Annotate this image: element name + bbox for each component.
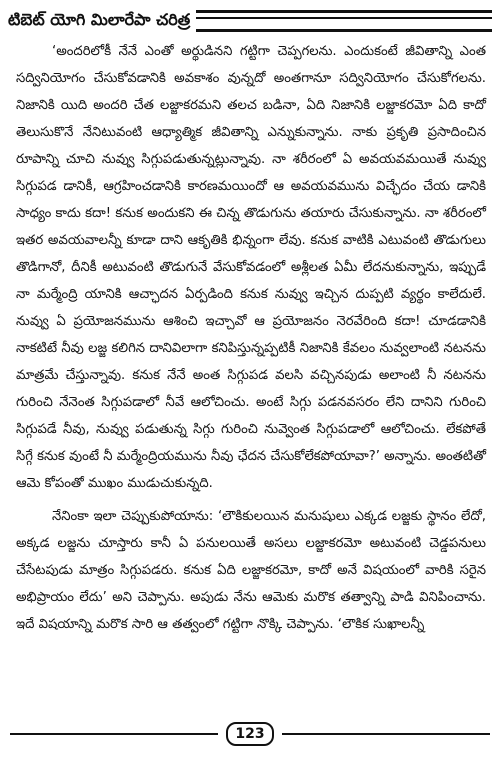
paragraph-2: నేనింకా ఇలా చెప్పుకుపోయాను: ‘లౌకికులయిన మనుషులు ఎక్కడ లజ్జకు స్థానం లేదో, అక్కడ లజ్జను చూస్తారు కానీ ఏ పనులయితే అసలు లజ్జాకరమో అటువంటి చెడ్డపనులు చేసేటపుడు మాత్రం సిగ్గుపడరు. కనుక ఏది లజ్జాకరమో, కాదో అనే విషయంలో వారికి సరైన అభిప్రాయం లేదు’ అని చెప్పాను. అపుడు నేను ఆమెకు మరొక తత్వాన్ని పాడి వినిపించాను. ఇదే విషయాన్ని మరొక సారి ఆ తత్వంలో గట్టిగా నొక్కి చెప్పాను. ‘లౌకిక సుఖాలన్నీ [16,509,486,632]
header-rule-lines [196,10,492,32]
book-title: టిబెట్ యోగి మిలారేపా చరిత్ర [8,9,191,29]
paragraph-1: ‘అందరిలోకీ నేనే ఎంతో అర్థుడినని గట్టిగా చెప్పగలను. ఎందుకంటే జీవితాన్ని ఎంత సద్వినియోగం చేసుకోవడానికి అవకాశం వున్నదో అంతగానూ సద్వినియోగం చేసుకోగలను. నిజానికి యిది అందరి చేత లజ్జాకరమని తలచ బడినా, ఏది నిజానికి లజ్జాకరమో ఏది కాదో తెలుసుకొనే నేనిటువంటి ఆధ్యాత్మిక జీవితాన్ని ఎన్నుకున్నాను. నాకు ప్రకృతి ప్రసాదించిన రూపాన్ని చూచి నువ్వు సిగ్గుపడుతున్నట్లున్నావు. నా శరీరంలో ఏ అవయవమయితే నువ్వు సిగ్గుపడ డానికీ, ఆగ్రహించడానికి కారణమయిందో ఆ అవయవమును విచ్ఛేదం చేయ డానికి సాధ్యం కాదు కదా! కనుక అందుకని ఈ చిన్న తొడుగును తయారు చేసుకున్నాను. నా శరీరంలో ఇతర అవయవాలన్నీ కూడా దాని ఆకృతికి భిన్నంగా లేవు. కనుక వాటికి ఎటువంటి తొడుగులు తొడిగానో, దీనికీ అటువంటి తొడుగునే వేసుకోవడంలో అశ్లీలత ఏమీ లేదనుకున్నాను, ఇప్పుడే నా మర్మేంద్రి యానికి ఆచ్ఛాదన ఏర్పడింది కనుక నువ్వు ఇచ్చిన దుప్పటి వ్యర్థం కాలేదులే. నువ్వు ఏ ప్రయోజనమును ఆశించి ఇచ్చావో ఆ ప్రయోజనం నెరవేరింది కదా! చూడడానికి నాకటిటే నీవు లజ్జ కలిగిన దానివిలాగా కనిపిస్తున్నప్పటికీ నిజానికి కేవలం నువ్వలాంటి నటనను మాత్రమే చేస్తున్నావు. కనుక నేనే అంత సిగ్గుపడ వలసి వచ్చినపుడు అలాంటి నీ నటనను గురించి నేనెంత సిగ్గుపడాలో నీవే ఆలోచించు. అంటే సిగ్గు పడనవసరం లేని దానిని గురించి సిగ్గుపడే నీవు, నువ్వు పడుతున్న సిగ్గు గురించి నువ్వెంత సిగ్గుపడాలో ఆలోచించు. లేకపోతే సిగ్గే కనుక వుంటే నీ మర్మేంద్రియమును నీవు ఛేదన చేసుకోలేకపోయావా?’ అన్నాను. అంతటితో ఆమె కోపంతో ముఖం ముడుచుకున్నది. [16,44,486,491]
page-number: 123 [226,722,274,746]
footer-rule-right [282,733,490,735]
page-footer [10,722,490,746]
footer-rule-left [10,733,218,735]
body-text [16,38,486,638]
running-header [8,6,492,36]
